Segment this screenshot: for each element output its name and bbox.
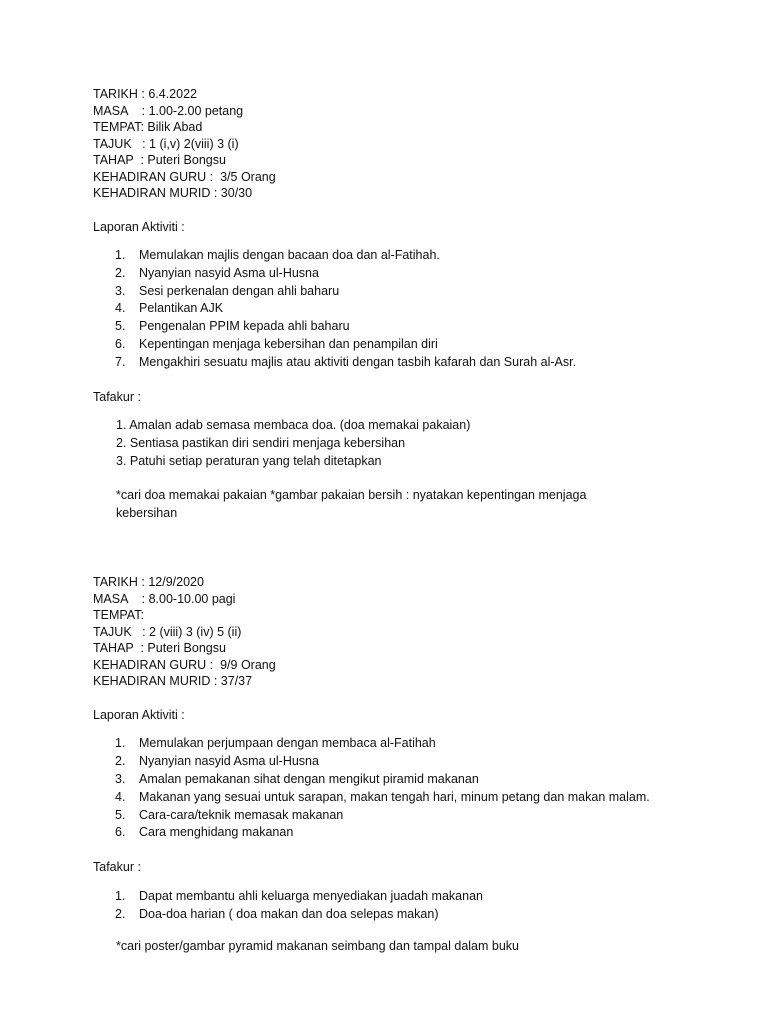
- tafakur-list: [93, 417, 723, 470]
- tahap-line: TAHAP : Puteri Bongsu: [93, 641, 226, 656]
- document-page: [93, 86, 723, 955]
- tafakur-list: [93, 888, 723, 924]
- kehadiran-guru-line: KEHADIRAN GURU : 9/9 Orang: [93, 657, 276, 672]
- task-note: *cari poster/gambar pyramid makanan seimbang dan tampal dalam buku: [116, 939, 519, 954]
- kehadiran-murid-line: KEHADIRAN MURID : 30/30: [93, 186, 253, 200]
- list-item: 7. Mengakhiri sesuatu majlis atau aktiviti dengan tasbih kafarah dan Surah al-Asr.: [115, 354, 577, 369]
- report-record-2: [93, 574, 723, 955]
- list-item: 6. Kepentingan menjaga kebersihan dan penampilan diri: [115, 336, 438, 351]
- list-item: 2. Sentiasa pastikan diri sendiri menjaga kebersihan: [116, 435, 406, 450]
- list-item: 5. Pengenalan PPIM kepada ahli baharu: [115, 319, 350, 334]
- list-item: 2. Nyanyian nasyid Asma ul-Husna: [115, 265, 319, 280]
- list-item: 1. Dapat membantu ahli keluarga menyediakan juadah makanan: [115, 888, 483, 903]
- list-item: 1. Memulakan perjumpaan dengan membaca al-Fatihah: [115, 736, 436, 751]
- list-item: 1. Amalan adab semasa membaca doa. (doa memakai pakaian): [116, 418, 471, 433]
- list-item: 2. Nyanyian nasyid Asma ul-Husna: [115, 754, 319, 769]
- list-item: 3. Sesi perkenalan dengan ahli baharu: [115, 283, 340, 298]
- tarikh-line: TARIKH : 12/9/2020: [93, 575, 204, 590]
- laporan-aktiviti-list: [93, 735, 723, 842]
- list-item: 3. Amalan pemakanan sihat dengan mengikut piramid makanan: [115, 772, 479, 787]
- masa-line: MASA : 8.00-10.00 pagi: [93, 591, 236, 606]
- list-item: 5. Cara-cara/teknik memasak makanan: [115, 807, 344, 822]
- list-item: 2. Doa-doa harian ( doa makan dan doa selepas makan): [115, 906, 439, 921]
- tempat-line: TEMPAT: Bilik Abad: [93, 120, 203, 134]
- list-item: 4. Pelantikan AJK: [115, 301, 224, 316]
- list-item: 4. Makanan yang sesuai untuk sarapan, makan tengah hari, minum petang dan makan malam.: [115, 789, 650, 804]
- list-item: 3. Patuhi setiap peraturan yang telah ditetapkan: [116, 453, 382, 468]
- tarikh-line: TARIKH : 6.4.2022: [93, 87, 197, 101]
- list-item: 1. Memulakan majlis dengan bacaan doa dan al-Fatihah.: [115, 248, 440, 262]
- masa-line: MASA : 1.00-2.00 petang: [93, 103, 244, 118]
- list-item: 6. Cara menghidang makanan: [115, 825, 294, 840]
- laporan-aktiviti-title: Laporan Aktiviti :: [93, 219, 185, 234]
- report-record-1: [93, 86, 723, 522]
- task-note: *cari doa memakai pakaian *gambar pakaian bersih : nyatakan kepentingan menjaga kebersihan: [116, 488, 587, 521]
- record-separator: [93, 522, 723, 574]
- tajuk-line: TAJUK : 2 (viii) 3 (iv) 5 (ii): [93, 624, 242, 639]
- laporan-aktiviti-list: [93, 247, 723, 372]
- kehadiran-guru-line: KEHADIRAN GURU : 3/5 Orang: [93, 169, 276, 184]
- tafakur-title: Tafakur :: [93, 389, 141, 404]
- tempat-line: TEMPAT:: [93, 608, 144, 623]
- laporan-aktiviti-title: Laporan Aktiviti :: [93, 707, 185, 722]
- tahap-line: TAHAP : Puteri Bongsu: [93, 153, 226, 167]
- kehadiran-murid-line: KEHADIRAN MURID : 37/37: [93, 674, 253, 689]
- tajuk-line: TAJUK : 1 (i,v) 2(viii) 3 (i): [93, 136, 239, 151]
- tafakur-title: Tafakur :: [93, 860, 141, 875]
